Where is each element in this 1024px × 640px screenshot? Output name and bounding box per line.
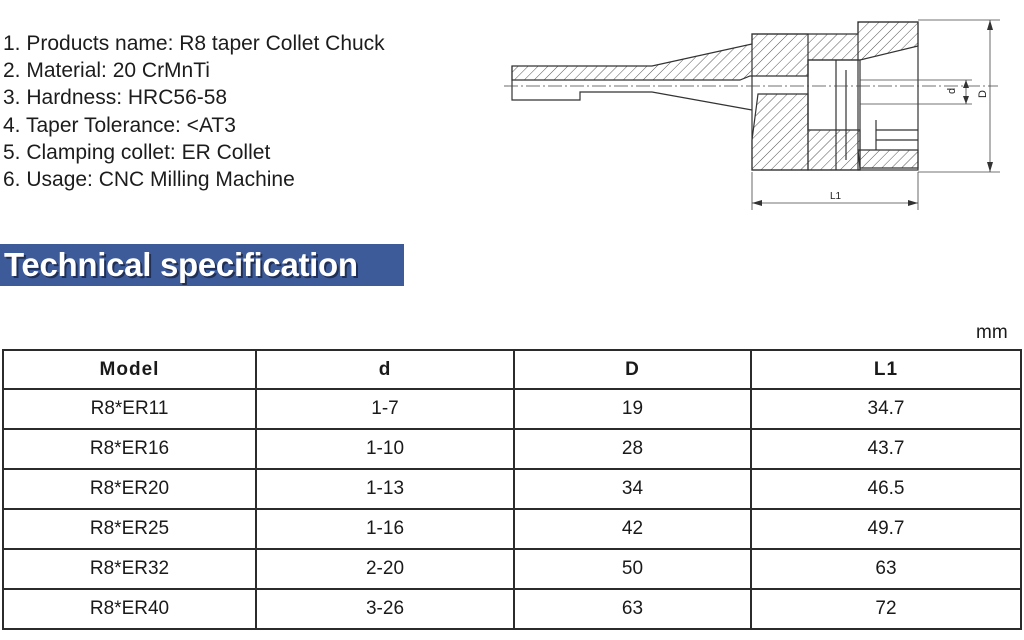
section-title-banner	[0, 244, 404, 286]
cell-L1: 63	[751, 549, 1021, 589]
dimension-label-d: d	[946, 87, 958, 94]
cell-d: 1-16	[256, 509, 514, 549]
table-row	[3, 509, 1021, 549]
collet-chuck-drawing	[498, 10, 1004, 216]
cell-d: 1-13	[256, 469, 514, 509]
cell-model: R8*ER32	[3, 549, 256, 589]
spec-table	[2, 349, 1022, 630]
header-D: D	[514, 350, 751, 389]
cell-D: 34	[514, 469, 751, 509]
header-L1: L1	[751, 350, 1021, 389]
feature-item: 3. Hardness: HRC56-58	[3, 86, 228, 110]
cell-model: R8*ER25	[3, 509, 256, 549]
cell-model: R8*ER16	[3, 429, 256, 469]
cell-model: R8*ER11	[3, 389, 256, 429]
feature-item: 4. Taper Tolerance: <AT3	[3, 113, 236, 137]
table-row	[3, 589, 1021, 629]
feature-item: 6. Usage: CNC Milling Machine	[3, 167, 295, 191]
cell-L1: 43.7	[751, 429, 1021, 469]
cell-D: 42	[514, 509, 751, 549]
cell-model: R8*ER20	[3, 469, 256, 509]
cell-d: 1-10	[256, 429, 514, 469]
cell-D: 50	[514, 549, 751, 589]
feature-list	[3, 30, 385, 193]
table-header-row	[3, 350, 1021, 389]
table-row	[3, 549, 1021, 589]
cell-D: 28	[514, 429, 751, 469]
cell-L1: 49.7	[751, 509, 1021, 549]
header-model: Model	[3, 350, 256, 389]
table-row	[3, 389, 1021, 429]
cell-L1: 46.5	[751, 469, 1021, 509]
cell-d: 3-26	[256, 589, 514, 629]
cell-d: 1-7	[256, 389, 514, 429]
dimension-label-D: D	[977, 90, 989, 98]
cell-d: 2-20	[256, 549, 514, 589]
cell-model: R8*ER40	[3, 589, 256, 629]
cell-L1: 72	[751, 589, 1021, 629]
section-title: Technical specification	[4, 246, 358, 283]
cell-D: 63	[514, 589, 751, 629]
table-row	[3, 429, 1021, 469]
unit-label: mm	[976, 322, 1008, 343]
table-row	[3, 469, 1021, 509]
header-d: d	[256, 350, 514, 389]
cell-D: 19	[514, 389, 751, 429]
feature-item: 1. Products name: R8 taper Collet Chuck	[3, 32, 385, 55]
feature-item: 5. Clamping collet: ER Collet	[3, 140, 271, 164]
feature-item: 2. Material: 20 CrMnTi	[3, 59, 210, 83]
chuck-body-section	[512, 22, 918, 170]
cell-L1: 34.7	[751, 389, 1021, 429]
dimension-label-L1: L1	[830, 191, 842, 202]
